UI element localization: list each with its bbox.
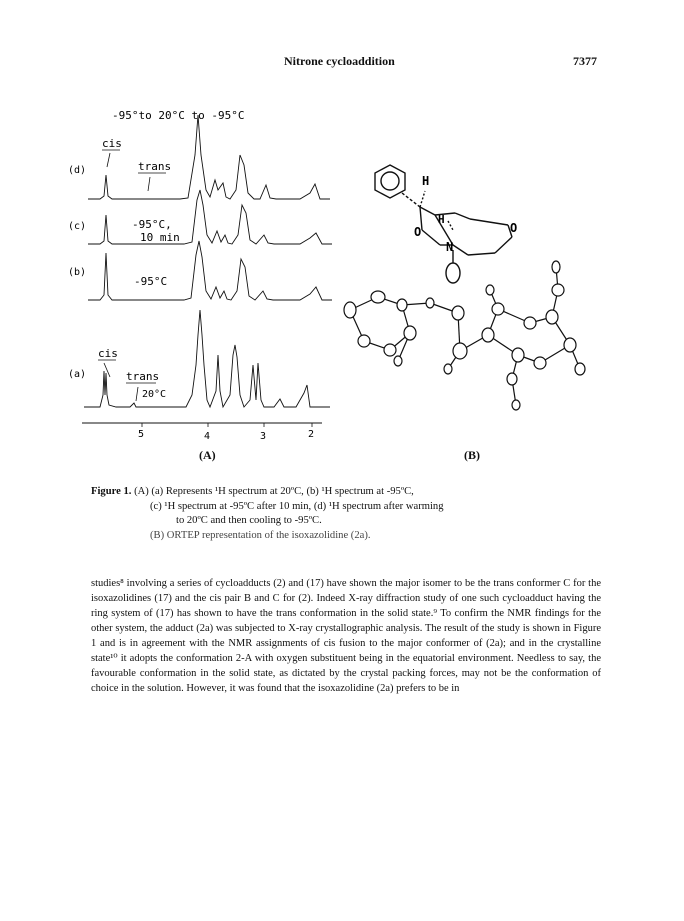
trace-d-trans-label: trans bbox=[138, 160, 172, 173]
trace-c-letter: (c) bbox=[68, 221, 87, 232]
trace-a-letter: (a) bbox=[68, 369, 87, 380]
trace-c-spectrum bbox=[88, 190, 332, 244]
caption-lead: Figure 1. bbox=[91, 486, 132, 497]
running-title: Nitrone cycloaddition bbox=[284, 54, 395, 68]
figure-caption bbox=[91, 485, 444, 543]
atom-h-upper: H bbox=[422, 174, 430, 188]
panel-label-a: (A) bbox=[199, 448, 216, 462]
atom-oxygen-keto: O bbox=[510, 221, 518, 235]
trace-d-letter: (d) bbox=[68, 165, 87, 176]
trace-b-letter: (b) bbox=[68, 267, 87, 278]
atom-oxygen-ring: O bbox=[414, 225, 422, 239]
caption-line-1: (A) (a) Represents ¹H spectrum at 20ºC, (b) ¹H spectrum at -95ºC, bbox=[131, 486, 414, 497]
trace-c-annotation-2: 10 min bbox=[140, 231, 180, 244]
temperature-sequence-label: -95°to 20°C to -95°C bbox=[112, 109, 245, 122]
atom-nitrogen: N bbox=[446, 240, 454, 254]
caption-line-2: (c) ¹H spectrum at -95ºC after 10 min, (d) ¹H spectrum after warming bbox=[150, 500, 444, 512]
body-paragraph: studies⁸ involving a series of cycloadducts (2) and (17) have shown the major isomer to be the trans conformer C for the isoxazolidines (17) and the cis pair B and C for (2). Indeed X-ray diffraction study of one such cycloadduct having the ring system of (17) has shown to have the trans conformation in the solid state.⁹ To confirm the NMR findings for the other system, the adduct (2a) was subjected to X-ray crystallographic analysis. The result of the study is shown in Figure 1 and is in agreement with the NMR assignments of cis fusion to the major conformer of (2a); and in the crystalline state¹⁰ it adopts the conformation 2-A with oxygen substituent being in the equatorial environment. Needless to say, the favourable conformation in the solid state, as dictated by the crystal packing forces, may not be the conformation of choice in the solution. However, it was found that the isoxazolidine (2a) prefers to be in bbox=[91, 578, 601, 694]
ortep-drawing bbox=[344, 261, 585, 410]
atom-h-lower: H bbox=[438, 213, 445, 226]
nmr-spectra-figure bbox=[60, 95, 350, 445]
trace-a-spectrum bbox=[84, 310, 330, 407]
page-number: 7377 bbox=[573, 54, 597, 68]
trace-a-temperature: 20°C bbox=[142, 389, 167, 400]
caption-line-3: to 20ºC and then cooling to -95ºC. bbox=[176, 515, 322, 527]
body-text bbox=[91, 576, 601, 696]
axis-tick-5: 5 bbox=[138, 429, 145, 440]
axis-tick-2: 2 bbox=[308, 429, 315, 440]
trace-d-spectrum bbox=[88, 115, 330, 199]
caption-line-4: (B) ORTEP representation of the isoxazolidine (2a). bbox=[150, 529, 371, 541]
trace-b-annotation: -95°C bbox=[134, 275, 168, 288]
trace-a-trans-label: trans bbox=[126, 370, 160, 383]
panel-label-b: (B) bbox=[464, 448, 480, 462]
axis-tick-3: 3 bbox=[260, 431, 267, 442]
ortep-structure-figure bbox=[340, 155, 600, 430]
trace-b-spectrum bbox=[88, 241, 332, 300]
trace-d-cis-label: cis bbox=[102, 137, 122, 150]
trace-a-cis-label: cis bbox=[98, 347, 118, 360]
trace-c-annotation-1: -95°C, bbox=[132, 218, 172, 231]
axis-tick-4: 4 bbox=[204, 431, 211, 442]
